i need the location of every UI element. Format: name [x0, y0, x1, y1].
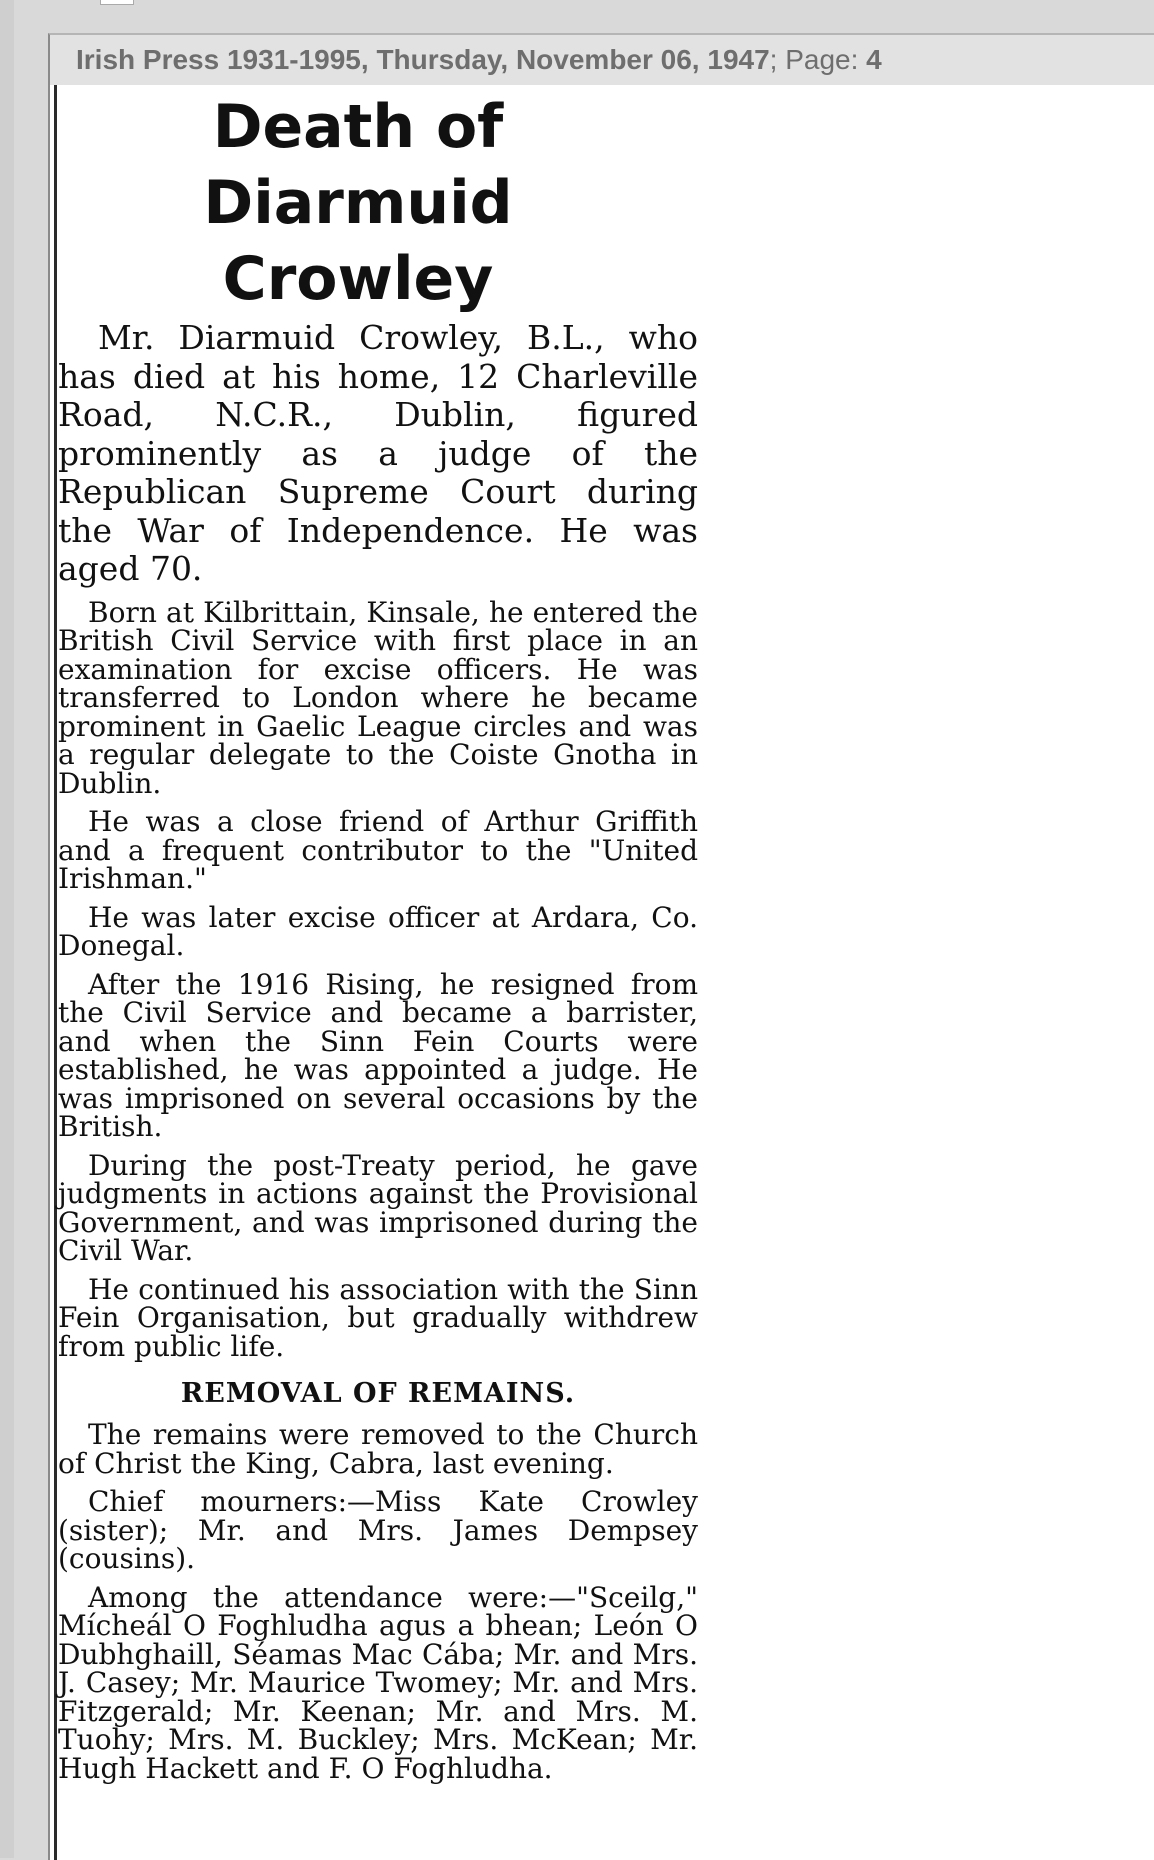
article-paragraph: He was a close friend of Arthur Griffith and a frequent contributor to the "United Irishman.": [58, 805, 698, 895]
background-window-edge: [0, 0, 14, 1858]
article-paragraph: The remains were removed to the Church of Christ the King, Cabra, last evening.: [58, 1418, 698, 1480]
article-headline: Death of Diarmuid Crowley: [203, 92, 513, 314]
article-paragraph: Among the attendance were:—"Sceilg," Mícheál O Foghludha agus a bhean; León O Dubhghaill, Séamas Mac Cába; Mr. and Mrs. J. Casey; Mr. Maurice Twomey; Mr. and Mrs. Fitzgerald; Mr. Keenan; Mr. and Mrs. M. Tuohy; Mrs. M. Buckley; Mrs. McKean; Mr. Hugh Hackett and F. O Foghludha.: [58, 1580, 698, 1785]
newspaper-clipping: [58, 85, 698, 1860]
column-rule: [54, 85, 57, 1860]
page-label: Page:: [785, 44, 859, 75]
source-label: Irish Press 1931-1995, Thursday, November 06, 1947: [76, 44, 770, 75]
article-paragraph: Born at Kilbrittain, Kinsale, he entered the British Civil Service with first place in an examination for excise officers. He was transferred to London where he became prominent in Gaelic League circles and was a regular delegate to the Coiste Gnotha in Dublin.: [58, 595, 698, 800]
article-paragraph: During the post-Treaty period, he gave judgments in actions against the Provisional Government, and was imprisoned during the Civil War.: [58, 1148, 698, 1267]
background-tab: [100, 0, 134, 5]
article-subheading: REMOVAL OF REMAINS.: [180, 1378, 576, 1409]
article-paragraph: After the 1916 Rising, he resigned from the Civil Service and became a barrister, and when the Sinn Fein Courts were established, he was appointed a judge. He was imprisoned on several occasions by the British.: [58, 967, 698, 1143]
header-separator: ;: [769, 44, 778, 75]
clipping-viewer: [48, 33, 1154, 1860]
article-paragraph: Chief mourners:—Miss Kate Crowley (sister); Mr. and Mrs. James Dempsey (cousins).: [58, 1485, 698, 1575]
article-paragraph: He continued his association with the Sinn Fein Organisation, but gradually withdrew from public life.: [58, 1272, 698, 1363]
lead-paragraph: Mr. Diarmuid Crowley, B.L., who has died at his home, 12 Charleville Road, N.C.R., Dublin, figured prominently as a judge of the Republican Supreme Court during the War of Independence. He was aged 70.: [58, 318, 698, 588]
lead-paragraph-block: [58, 319, 698, 589]
page-number: 4: [866, 44, 882, 75]
article-paragraph: He was later excise officer at Ardara, Co. Donegal.: [58, 900, 698, 962]
viewer-header: [50, 35, 1154, 85]
